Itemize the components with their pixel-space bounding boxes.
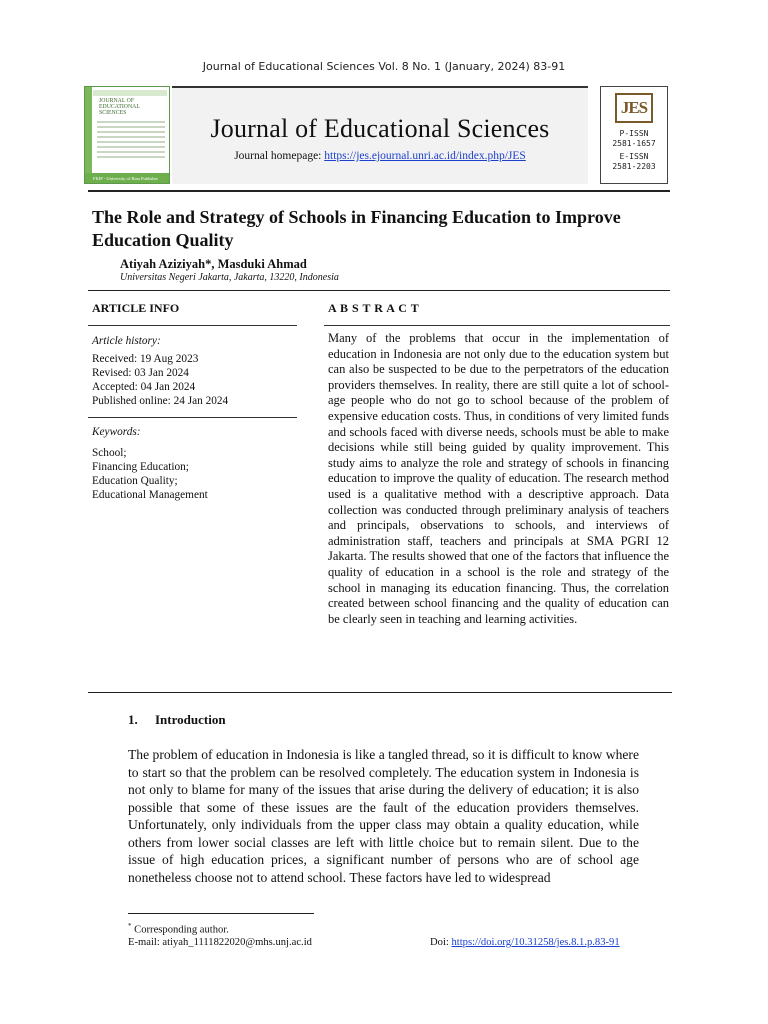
header-divider — [88, 190, 670, 192]
introduction-paragraph: The problem of education in Indonesia is like a tangled thread, so it is difficult to know where to start so that the problem can be resolved completely. The education system in Indonesia is not only to blame for many of the issues that arise during the delivery of education; it is also possible that some of these issues are the fault of the education providers themselves. Unfortunately, only individuals from the upper class may obtain a quality education, while others from lower social classes are left with little choice but to remain silent. Due to the issue of high education prices, a significant number of persons who are of school age nonetheless choose not to attend school. These factors have led to widespread — [128, 747, 639, 885]
keywords-label: Keywords: — [92, 426, 141, 438]
issn-box — [600, 86, 668, 184]
running-header-citation: Journal of Educational Sciences Vol. 8 No. 1 (January, 2024) 83-91 — [202, 60, 566, 73]
jes-logo: JES — [615, 93, 653, 123]
footnote-marker: * — [128, 922, 132, 930]
abstract-text: Many of the problems that occur in the implementation of education in Indonesia are not only due to the education system but can also be suspected to be due to the perpetrators of the education providers themselves. In reality, there are still quite a lot of school-age people who do not go to school because of the problem of expensive education costs. Thus, in conditions of very limited funds and schools faced with diverse needs, schools must be able to make decisions while still being guided by quality improvement. This study aims to analyze the role and strategy of schools in financing education to improve the quality of education. The research method used is a qualitative method with a descriptive approach. Data collection was conducted through preliminary analysis of teachers and principals, observations to schools, and interviews of administration staff, teachers and principals at SMA PGRI 12 Jakarta. The results showed that one of the factors that influence the quality of education in a school is the role and strategy of the school in managing its education financing. Thus, the correlation created between school financing and the quality of education can be clearly seen in teaching and learning activities. — [328, 331, 669, 626]
published-date: Published online: 24 Jan 2024 — [92, 395, 229, 407]
e-issn-label: E-ISSN — [619, 152, 649, 161]
e-issn-value: 2581-2203 — [612, 162, 656, 171]
received-date: Received: 19 Aug 2023 — [92, 353, 199, 365]
corresponding-note — [128, 922, 229, 936]
section-title: Introduction — [155, 712, 226, 727]
cover-title-line: SCIENCES — [99, 109, 127, 116]
revised-date: Revised: 03 Jan 2024 — [92, 367, 189, 379]
keyword-item: Educational Management — [92, 489, 208, 501]
article-info-heading: ARTICLE INFO — [92, 301, 180, 315]
p-issn-label: P-ISSN — [619, 129, 649, 138]
doi-link[interactable]: https://doi.org/10.31258/jes.8.1.p.83-91 — [451, 937, 620, 948]
paper-affiliation: Universitas Negeri Jakarta, Jakarta, 13220, Indonesia — [120, 272, 339, 283]
article-history-label: Article history: — [92, 335, 161, 347]
cover-title-line: JOURNAL OF — [99, 98, 135, 104]
homepage-link[interactable]: https://jes.ejournal.unri.ac.id/index.php/JES — [324, 150, 526, 162]
journal-header-box — [172, 86, 588, 184]
keyword-item: Education Quality; — [92, 475, 178, 487]
journal-homepage — [172, 150, 588, 162]
introduction-heading — [128, 712, 226, 728]
cover-footer: FKIP - University of Riau Publisher — [93, 176, 158, 181]
footnote-rule — [128, 913, 314, 914]
paper-authors: Atiyah Aziziyah*, Masduki Ahmad — [120, 257, 307, 271]
accepted-date: Accepted: 04 Jan 2024 — [92, 381, 196, 393]
doi-line — [430, 937, 620, 948]
article-info-divider — [88, 325, 297, 326]
title-divider — [88, 290, 670, 291]
p-issn-value: 2581-1657 — [612, 139, 656, 148]
paper-title: The Role and Strategy of Schools in Financing Education to Improve Education Quality — [92, 207, 621, 250]
corresponding-author-label: Corresponding author. — [134, 924, 229, 936]
section-number: 1. — [128, 712, 138, 727]
history-divider — [88, 417, 297, 418]
journal-name: Journal of Educational Sciences — [210, 114, 550, 143]
corresponding-email: E-mail: atiyah_1111822020@mhs.unj.ac.id — [128, 937, 312, 948]
journal-cover-thumbnail — [84, 86, 170, 184]
doi-label: Doi: — [430, 937, 449, 948]
abstract-end-divider — [88, 692, 672, 693]
abstract-heading: A B S T R A C T — [328, 301, 420, 315]
keyword-item: Financing Education; — [92, 461, 189, 473]
abstract-divider — [324, 325, 670, 326]
keyword-item: School; — [92, 447, 127, 459]
homepage-label: Journal homepage: — [234, 150, 322, 162]
cover-title-line: EDUCATIONAL — [99, 103, 140, 110]
